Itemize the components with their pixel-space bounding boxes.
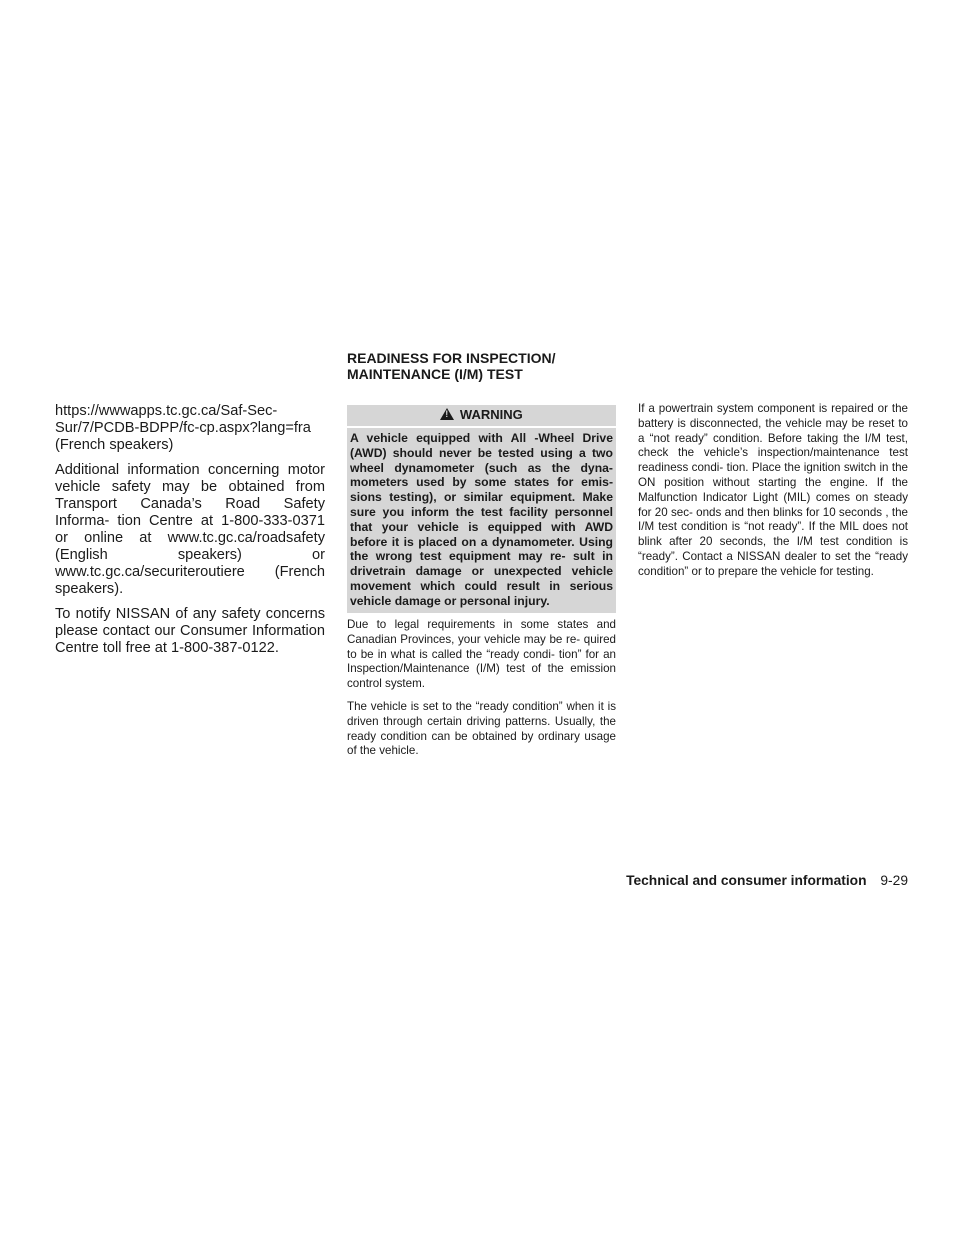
page-footer: [626, 872, 908, 889]
ready-condition-paragraph: Due to legal requirements in some states and Canadian Provinces, your vehicle may be re- quired to be in what is called the “ready condi- tion” for an Inspection/Maintenance (I/M) test of the emission control system.: [347, 618, 616, 691]
left-column: [55, 403, 325, 665]
driving-patterns-paragraph: The vehicle is set to the “ready condition” when it is driven through certain driving patterns. Usually, the ready condition can be obtained by ordinary usage of the vehicle.: [347, 699, 616, 758]
warning-header: [347, 405, 616, 428]
transport-canada-paragraph: Additional information concerning motor vehicle safety may be obtained from Transport Canada’s Road Safety Informa- tion Centre at 1-800-333-0371 or online at www.tc.gc.ca/roadsafety (English speakers) or www.tc.gc.ca/securiteroutiere (French speakers).: [55, 462, 325, 597]
middle-column: [347, 618, 616, 767]
right-column: [638, 402, 908, 580]
page-number: 9-29: [880, 873, 908, 888]
footer-section-title: Technical and consumer information: [626, 873, 867, 888]
not-ready-paragraph: If a powertrain system component is repaired or the battery is disconnected, the vehicle may be reset to a “not ready” condition. Before taking the I/M test, check the vehicle’s inspection/maintenance test readiness condi- tion. Place the ignition switch in the ON position without starting the engine. If the Malfunction Indicator Light (MIL) comes on steady for 20 sec- onds and then blinks for 10 seconds , the I/M test condition is “not ready”. If the MIL does not blink after 20 seconds, the I/M test condition is “ready”. Contact a NISSAN dealer to set the “ready condition” or to prepare the vehicle for testing.: [638, 402, 908, 578]
warning-triangle-icon: [440, 408, 454, 420]
warning-text: A vehicle equipped with All -Wheel Drive (AWD) should never be tested using a two wheel dynamometer (such as the dyna- mometers used by some states for emis- sions testing), or similar equipment. Make sure you inform the test facility personnel that your vehicle is equipped with AWD before it is placed on a dynamometer. Using the wrong test equipment may re- sult in drivetrain damage or unexpected vehicle movement which could result in serious vehicle damage or personal injury.: [350, 431, 613, 608]
nissan-contact-paragraph: To notify NISSAN of any safety concerns please contact our Consumer Information Centre toll free at 1-800-387-0122.: [55, 606, 325, 656]
warning-label: WARNING: [459, 407, 523, 422]
french-url-text: https://wwwapps.tc.gc.ca/Saf-Sec-Sur/7/PCDB-BDPP/fc-cp.aspx?lang=fra (French speakers): [55, 403, 311, 453]
section-heading: READINESS FOR INSPECTION/ MAINTENANCE (I/M) TEST: [347, 350, 556, 382]
warning-box: [347, 405, 616, 613]
